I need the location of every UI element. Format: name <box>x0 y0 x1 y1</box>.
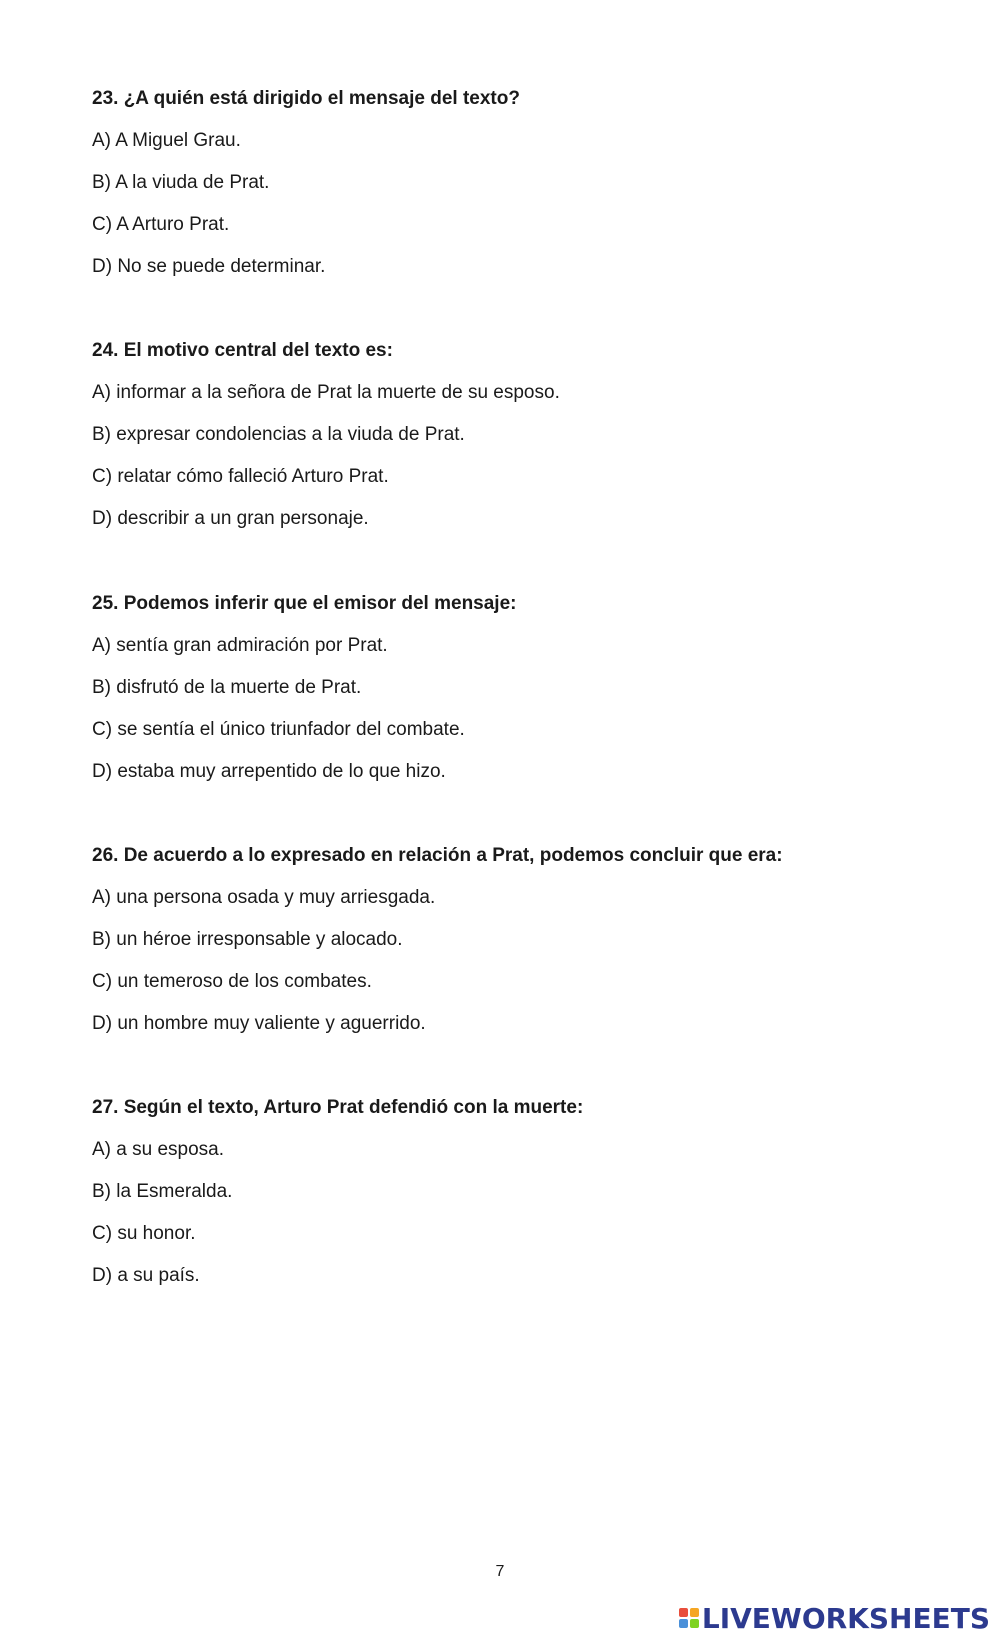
option-b: B) expresar condolencias a la viuda de Prat. <box>92 424 465 445</box>
liveworksheets-logo-icon <box>679 1608 699 1628</box>
logo-square <box>690 1619 699 1628</box>
question-27 <box>92 1097 972 1287</box>
option-d: D) describir a un gran personaje. <box>92 508 369 529</box>
option-a: A) una persona osada y muy arriesgada. <box>92 887 436 908</box>
option-d: D) No se puede determinar. <box>92 256 326 277</box>
option-a: A) informar a la señora de Prat la muerte de su esposo. <box>92 382 560 403</box>
option-c: C) A Arturo Prat. <box>92 214 230 235</box>
question-26 <box>92 845 972 1035</box>
option-d: D) estaba muy arrepentido de lo que hizo. <box>92 761 446 782</box>
page-number: 7 <box>495 1563 505 1580</box>
option-a: A) sentía gran admiración por Prat. <box>92 635 388 656</box>
brand-name: LIVEWORKSHEETS <box>701 1601 990 1635</box>
logo-square <box>679 1608 688 1617</box>
option-b: B) un héroe irresponsable y alocado. <box>92 929 403 950</box>
option-d: D) a su país. <box>92 1265 200 1286</box>
question-24 <box>92 340 972 530</box>
question-title: 25. Podemos inferir que el emisor del mensaje: <box>92 593 517 614</box>
option-d: D) un hombre muy valiente y aguerrido. <box>92 1013 426 1034</box>
question-25 <box>92 593 972 783</box>
option-b: B) la Esmeralda. <box>92 1181 233 1202</box>
question-title: 27. Según el texto, Arturo Prat defendió con la muerte: <box>92 1097 584 1118</box>
question-title: 23. ¿A quién está dirigido el mensaje del texto? <box>92 88 520 109</box>
question-23 <box>92 88 972 278</box>
liveworksheets-brand[interactable] <box>679 1601 990 1635</box>
logo-square <box>679 1619 688 1628</box>
option-c: C) un temeroso de los combates. <box>92 971 372 992</box>
logo-square <box>690 1608 699 1617</box>
option-c: C) relatar cómo falleció Arturo Prat. <box>92 466 389 487</box>
option-c: C) su honor. <box>92 1223 196 1244</box>
question-title: 24. El motivo central del texto es: <box>92 340 393 361</box>
option-a: A) A Miguel Grau. <box>92 130 241 151</box>
option-c: C) se sentía el único triunfador del combate. <box>92 719 465 740</box>
option-b: B) A la viuda de Prat. <box>92 172 270 193</box>
question-title: 26. De acuerdo a lo expresado en relación a Prat, podemos concluir que era: <box>92 845 783 866</box>
option-a: A) a su esposa. <box>92 1139 225 1160</box>
option-b: B) disfrutó de la muerte de Prat. <box>92 677 362 698</box>
